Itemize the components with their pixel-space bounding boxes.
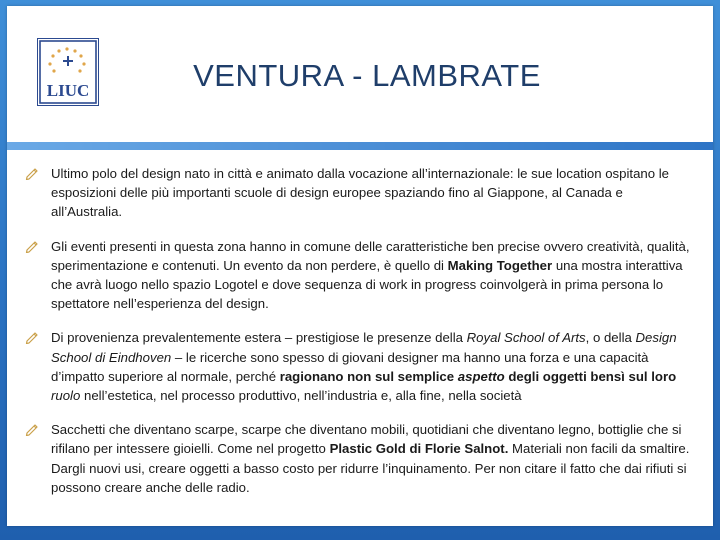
- slide-title: VENTURA - LAMBRATE: [193, 58, 541, 93]
- bullet-item: [25, 328, 697, 405]
- pencil-bullet-icon: [25, 330, 39, 344]
- bullet-bold-text: degli oggetti bensì sul loro: [504, 368, 677, 384]
- bullet-text: Materiali non facili da smaltire. Dargli nuovi usi, creare oggetti a basso costo per ridurre l’inquinamento. Per non citare il fatto che dai rifiuti si possono creare anche delle radio.: [51, 441, 690, 495]
- bullet-item: [25, 164, 697, 222]
- bullet-list: [25, 164, 697, 512]
- bullet-bold-text: Plastic Gold di Florie Salnot.: [329, 441, 509, 457]
- header-divider: [7, 142, 713, 150]
- bullet-bold-text: ragionano non sul semplice: [279, 368, 458, 384]
- bullet-bold-text: Making Together: [447, 257, 553, 273]
- bullet-text: Sacchetti che diventano scarpe, scarpe che diventano mobili, quotidiani che diventano legno, bottiglie che si rifilano per intessere gioielli. Come nel progetto: [51, 422, 682, 457]
- bullet-text: – le ricerche sono spesso di giovani designer ma hanno una forza e una capacità d’impatto superiore al normale, perché: [51, 349, 649, 384]
- pencil-bullet-icon: [25, 422, 39, 436]
- bullet-text: , o della: [585, 330, 636, 346]
- bullet-italic-text: Design School di Eindhoven: [51, 330, 677, 365]
- bullet-italic-text: ruolo: [51, 388, 81, 404]
- bullet-italic-text: Royal School of Arts: [466, 330, 586, 346]
- bullet-item: [25, 420, 697, 497]
- bullet-text: Di provenienza prevalentemente estera – prestigiose le presenze della: [51, 330, 467, 346]
- bullet-bold-italic-text: aspetto: [457, 368, 505, 384]
- bullet-text: Gli eventi presenti in questa zona hanno in comune delle caratteristiche ben precise ovvero creatività, qualità, sperimentazione e contenuti. Un evento da non perdere, è quello di: [51, 238, 690, 273]
- slide: [7, 6, 713, 526]
- pencil-bullet-icon: [25, 239, 39, 253]
- liuc-logo: [37, 38, 99, 106]
- bullet-item: [25, 237, 697, 314]
- svg-text:LIUC: LIUC: [46, 81, 90, 100]
- bullet-text: Ultimo polo del design nato in città e animato dalla vocazione all’internazionale: le sue location ospitano le esposizioni delle più importanti scuole di design europee spaziando fino al Giappone, al Canada e all’Australia.: [51, 166, 669, 220]
- bullet-text: una mostra interattiva che avrà luogo nello spazio Logotel e dove sequenza di work in progress coinvolgerà in prima persona lo spettatore nell’esperienza del design.: [51, 257, 683, 312]
- bullet-text: nell’estetica, nel processo produttivo, nell’industria e, alla fine, nella società: [80, 388, 522, 404]
- pencil-bullet-icon: [25, 166, 39, 180]
